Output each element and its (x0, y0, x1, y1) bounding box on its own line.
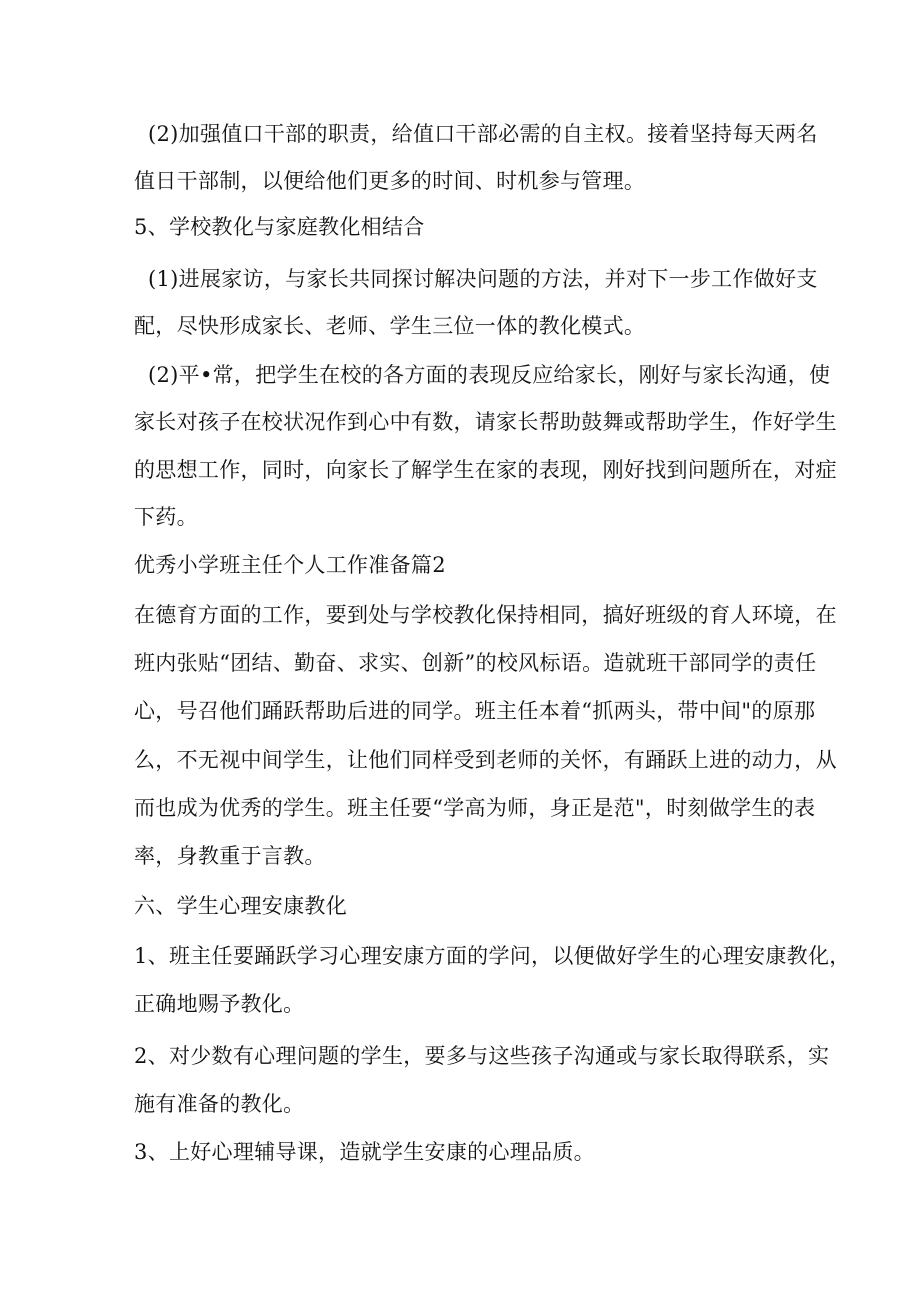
paragraph-line: (2)平•常，把学生在校的各方面的表现反应给家长，刚好与家长沟通，使 (148, 363, 831, 387)
paragraph-line: 家长对孩子在校状况作到心中有数，请家长帮助鼓舞或帮助学生，作好学生 (134, 410, 837, 434)
paragraph-line: 3、上好心理辅导课，造就学生安康的心理品质。 (134, 1140, 595, 1164)
paragraph-line: (1)进展家访，与家长共同探讨解决问题的方法，并对下一步工作做好支 (148, 267, 818, 291)
article-title: 优秀小学班主任个人工作准备篇2 (134, 553, 446, 577)
paragraph-line: 么，不无视中间学生，让他们同样受到老师的关怀，有踊跃上进的动力，从 (134, 748, 837, 772)
paragraph-line: 1、班主任要踊跃学习心理安康方面的学问，以便做好学生的心理安康教化， (134, 944, 851, 968)
paragraph-line: 而也成为优秀的学生。班主任要“学高为师，身正是范"，时刻做学生的表 (134, 796, 816, 820)
section-heading: 5、学校教化与家庭教化相结合 (134, 215, 425, 239)
paragraph-line: 的思想工作，同时，向家长了解学生在家的表现，刚好找到问题所在，对症 (134, 458, 837, 482)
section-heading: 六、学生心理安康教化 (134, 894, 347, 918)
paragraph-line: 值日干部制，以便给他们更多的时间、时机参与管理。 (134, 169, 646, 193)
paragraph-line: 率，身教重于言教。 (134, 844, 326, 868)
paragraph-line: 下药。 (134, 505, 198, 529)
paragraph-line: 配，尽快形成家长、老师、学生三位一体的教化模式。 (134, 314, 646, 338)
paragraph-line: 在德育方面的工作，要到处与学校教化保持相同，搞好班级的育人环境，在 (134, 603, 837, 627)
paragraph-line: 施有准备的教化。 (134, 1092, 305, 1116)
paragraph-line: (2)加强值口干部的职责，给值口干部必需的自主权。接着坚持每天两名 (148, 122, 818, 146)
paragraph-line: 正确地赐予教化。 (134, 992, 305, 1016)
paragraph-line: 班内张贴“团结、勤奋、求实、创新”的校风标语。造就班干部同学的责任 (134, 651, 817, 675)
paragraph-line: 心，号召他们踊跃帮助后进的同学。班主任本着“抓两头，带中间"的原那 (134, 699, 816, 723)
paragraph-line: 2、对少数有心理问题的学生，要多与这些孩子沟通或与家长取得联系，实 (134, 1044, 830, 1068)
